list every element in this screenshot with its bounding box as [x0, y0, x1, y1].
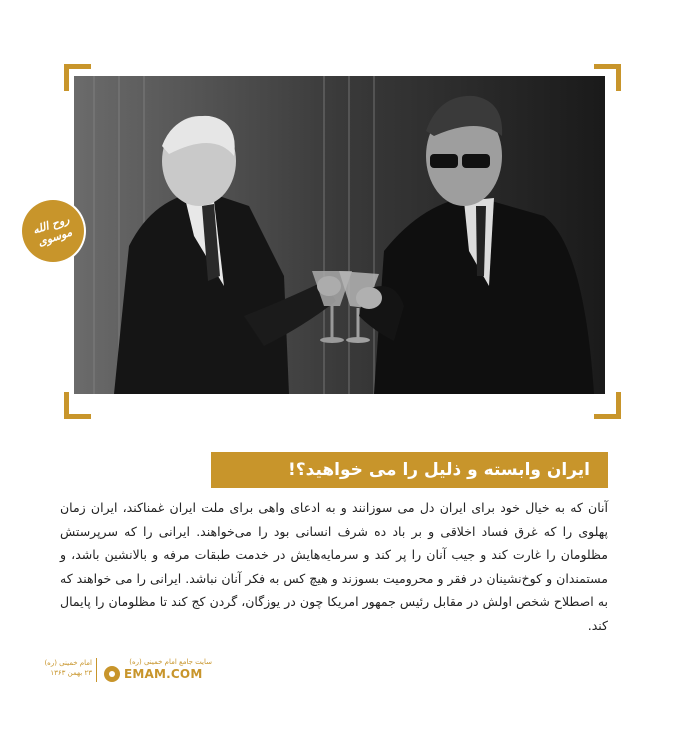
- footer-meta: [28, 658, 92, 678]
- emam-logo-icon: [104, 666, 120, 682]
- frame-corner-bottom-left: [64, 392, 91, 419]
- footer-brand-link[interactable]: EMAM.COM: [124, 667, 203, 681]
- quote-title: [211, 452, 608, 488]
- footer-date: ۲۳ بهمن ۱۳۶۳: [50, 669, 92, 677]
- footer-divider: [96, 658, 97, 682]
- quote-body: آنان که به خیال خود برای ایران دل می سوزانند و به ادعای واهی برای ملت ایران غمناکند، ایران زمان پهلوی را که غرق فساد اخلاقی و بر باد ده شرف انسانی بود را می‌خواهند. ایرانی را که سرپرستش مظلومان را غارت کند و جیب آنان را پر کند و سرمایه‌هایش در خدمت طبقات مرفه و بالانشین باشد، و مستمندان و کوخ‌نشینان در فقر و محرومیت بسوزند و هیچ کس به فکر آنان نباشد. ایرانی را می خواهند که به اصطلاح شخص اولش در مقابل رئیس جمهور امریکا چون در یوزگان، گردن کج کند تا مظلومان را پایمال کند.: [60, 500, 608, 633]
- quote-title-text: ایران وابسته و ذلیل را می خواهید؟!: [288, 460, 590, 480]
- footer-site-name: سایت جامع امام خمینی (ره): [129, 658, 212, 666]
- footer: [28, 652, 228, 692]
- signature-seal: [22, 200, 84, 262]
- historical-photo: [74, 76, 605, 394]
- signature-seal-text: روح الله موسوی: [31, 212, 74, 249]
- frame-corner-bottom-right: [594, 392, 621, 419]
- footer-author: امام خمینی (ره): [44, 659, 92, 667]
